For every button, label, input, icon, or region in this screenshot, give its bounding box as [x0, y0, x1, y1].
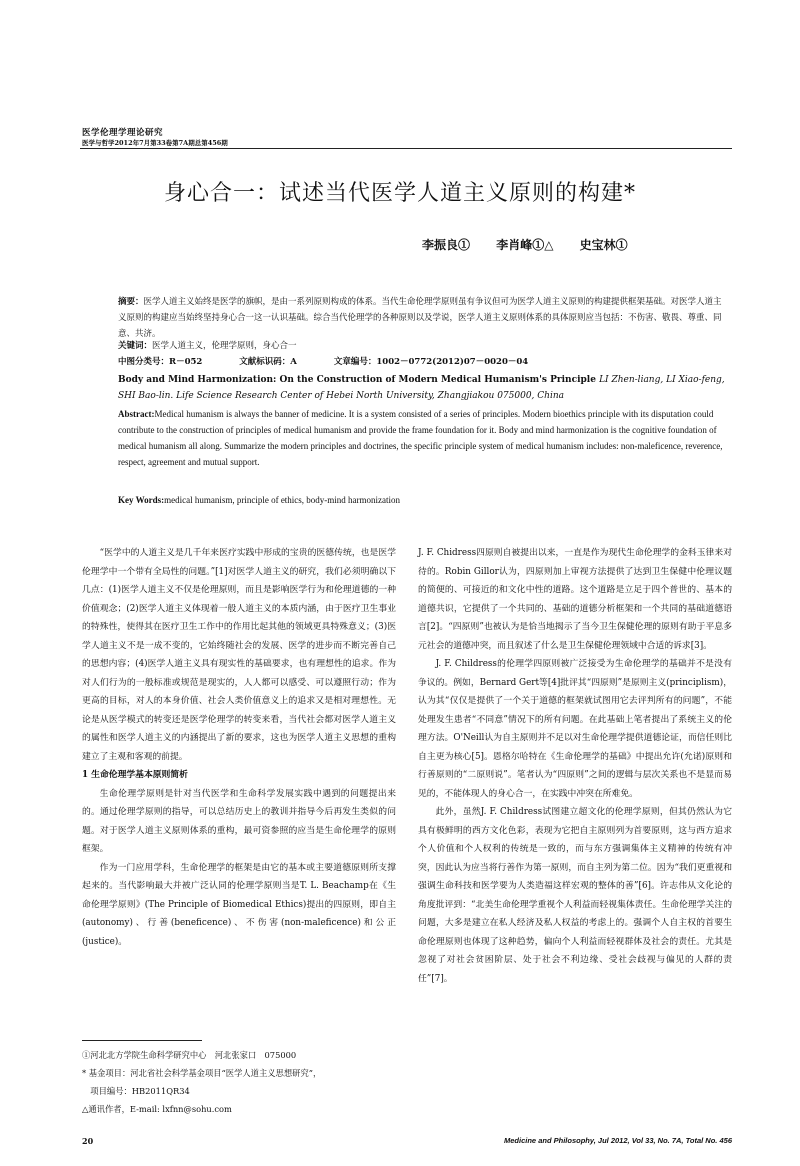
footnote-fund: * 基金项目：河北省社会科学基金项目“医学人道主义思想研究”，	[82, 1068, 322, 1078]
clc-number: 中图分类号：R－052	[118, 357, 203, 367]
footnote-project-number: 项目编号：HB2011QR34	[82, 1086, 190, 1096]
section-header: 医学伦理学理论研究	[82, 128, 164, 138]
english-keywords-text: medical humanism, principle of ethics, body-mind harmonization	[164, 495, 401, 505]
body-paragraph: J. F. Childress的伦理学四原则被广泛接受为生命伦理学的基础并不是没有争议的。例如，Bernard Gert等[4]批评其“四原则”是原则主义(principlism)，认为其“仅仅是提供了一个关于道德的框架就试图用它去评判所有的问题”，不能处理发生患者“不同意”情况下的所有问题。在此基础上笔者提出了系统主义的伦理方法。O'Neill认为自主原则并不足以对生命伦理学提供道德论证，而信任则比自主更为核心[5]。恩格尔哈特在《生命伦理学的基础》中提出允许(允诺)原则和行善原则的“二原则说”。笔者认为“四原则”之间的逻辑与层次关系也不是显而易见的，不能体现人的身心合一，在实践中冲突在所难免。	[418, 659, 732, 799]
author-list	[422, 236, 650, 253]
footnote-affiliation: ①河北北方学院生命科学研究中心 河北张家口 075000	[82, 1050, 297, 1060]
article-title: 身心合一：试述当代医学人道主义原则的构建*	[163, 181, 636, 206]
abstract-cn	[118, 294, 730, 342]
footnotes	[82, 1046, 402, 1118]
english-keywords	[118, 492, 730, 508]
body-left-column	[82, 544, 396, 951]
journal-footer: Medicine and Philosophy, Jul 2012, Vol 33, No. 7A, Total No. 456	[504, 1136, 732, 1145]
author-2: 李肖峰①△	[496, 238, 554, 252]
page-number: 20	[82, 1136, 94, 1146]
article-number: 文章编号：1002－0772(2012)07－0020－04	[333, 357, 529, 367]
english-keywords-label: Key Words:	[118, 495, 165, 505]
section-heading: 1 生命伦理学基本原则简析	[82, 770, 188, 780]
body-paragraph: 生命伦理学原则是针对当代医学和生命科学发展实践中遇到的问题提出来的。通过伦理学原则的指导，可以总结历史上的教训并指导今后再发生类似的问题。对于医学人道主义原则体系的重构，最可资参照的应当是生命伦理学的原则框架。	[82, 788, 396, 854]
header-rule	[80, 148, 732, 149]
english-title: Body and Mind Harmonization: On the Construction of Modern Medical Humanism's Principle	[118, 375, 596, 385]
body-paragraph: 此外，虽然J. F. Childress试图建立超文化的伦理学原则，但其仍然认为它具有极鲜明的西方文化色彩，表现为它把自主原则列为首要原则，这与西方追求个人价值和个人权利的传统是一致的，而与东方强调集体主义精神的传统有冲突，因此认为应当将行善作为第一原则，而自主列为第二位。因为“我们更重视和强调生命科技和医学要为人类造福这样宏观的整体的善”[6]。许志伟从文化论的角度批评到：“北美生命伦理学重视个人利益而轻视集体责任。生命伦理学关注的问题，大多是建立在私人经济及私人权益的考虑上的。强调个人自主权的首要生命伦理原则也体现了这种趋势，偏向个人利益而轻视群体及社会的责任。尤其是忽视了对社会贫困阶层、处于社会不利边缘、受社会歧视与偏见的人群的责任”[7]。	[418, 807, 732, 984]
english-abstract-text: Medical humanism is always the banner of medicine. It is a system consisted of a series of principles. Modern bioethics principle with its disputation could contribute to the construction of principles of medical humanism and provide the frame foundation for it. Body and mind harmonization is the cognitive foundation of medical humanism all along. Summarize the modern principles and doctrines, the specific principle system of medical humanism includes: non-maleficence, reverence, respect, agreement and mutual support.	[118, 409, 723, 467]
footnote-rule	[82, 1040, 202, 1041]
english-abstract	[118, 406, 730, 470]
document-code: 文献标识码：A	[239, 357, 297, 367]
keywords-cn	[118, 338, 730, 354]
footnote-corresponding-author: △通讯作者，E-mail: lxfnn@sohu.com	[82, 1104, 232, 1114]
english-abstract-label: Abstract:	[118, 409, 155, 419]
journal-citation: 医学与哲学2012年7月第33卷第7A期总第456期	[82, 139, 228, 147]
english-authors: LI Zhen-liang, LI Xiao-feng, SHI Bao-lin. Life Science Research Center of Hebei North University, Zhangjiakou 075000, China	[118, 375, 725, 401]
abstract-cn-text: 医学人道主义始终是医学的旗帜，是由一系列原则构成的体系。当代生命伦理学原则虽有争议但可为医学人道主义原则的构建提供框架基础。对医学人道主义原则的构建应当始终坚持身心合一这一认识基础。综合当代伦理学的各种原则以及学说，医学人道主义原则体系的具体原则应当包括：不伤害、敬畏、尊重、同意、共济。	[118, 297, 722, 339]
classification-line	[118, 354, 730, 370]
abstract-cn-label: 摘要：	[118, 297, 144, 307]
author-1: 李振良①	[422, 238, 471, 252]
english-title-block	[118, 372, 730, 404]
body-paragraph: “医学中的人道主义是几千年来医疗实践中形成的宝贵的医德传统，也是医学伦理学中一个带有全局性的问题。”[1]对医学人道主义的研究，我们必须明确以下几点：(1)医学人道主义不仅是伦理原则，而且是影响医学行为和伦理道德的一种价值观念；(2)医学人道主义体现着一般人道主义的本质内涵，由于医疗卫生事业的特殊性，使得其在医疗卫生工作中的作用比起其他的领域更具特殊意义；(3)医学人道主义不是一成不变的，它始终随社会的发展、医学的进步而不断完善自己的思想内容；(4)医学人道主义具有现实性的基础要求，也有理想性的追求。作为对人们行为的一般标准或规范是现实的，人人都可以感受、可以遵照行动；作为更高的目标，对人的本身价值、社会人类价值意义上的追求又是相对理想性。无论是从医学模式的转变还是医学伦理学的转变来看，当代社会都对医学人道主义的属性和医学人道主义的内涵提出了新的要求，这也为医学人道主义思想的重构建立了主观和客观的前提。	[82, 548, 396, 762]
body-right-column	[418, 544, 732, 988]
keywords-cn-label: 关键词：	[118, 341, 153, 351]
body-paragraph: J. F. Chidress四原则自被提出以来，一直是作为现代生命伦理学的金科玉律来对待的。Robin Gillor认为，四原则加上审视方法提供了达到卫生保健中伦理议题的简便的、可接近的和文化中性的道路。这个道路是立足于四个普世的、基本的道德共识，它提供了一个共同的、基础的道德分析框架和一个共同的基础道德语言[2]。“四原则”也被认为是恰当地揭示了当今卫生保健伦理的原则有助于平息多元社会的道德冲突，而且叙述了什么是卫生保健伦理领域中合适的诉求[3]。	[418, 548, 732, 651]
author-3: 史宝林①	[579, 238, 628, 252]
body-paragraph: 作为一门应用学科，生命伦理学的框架是由它的基本或主要道德原则所支撑起来的。当代影响最大并被广泛认同的伦理学原则当是T. L. Beachamp在《生命伦理学原则》(The Principle of Biomedical Ethics)提出的四原则，即自主(autonomy)、行善(beneficence)、不伤害(non-maleficence)和公正(justice)。	[82, 862, 396, 947]
keywords-cn-text: 医学人道主义，伦理学原则，身心合一	[152, 341, 297, 351]
